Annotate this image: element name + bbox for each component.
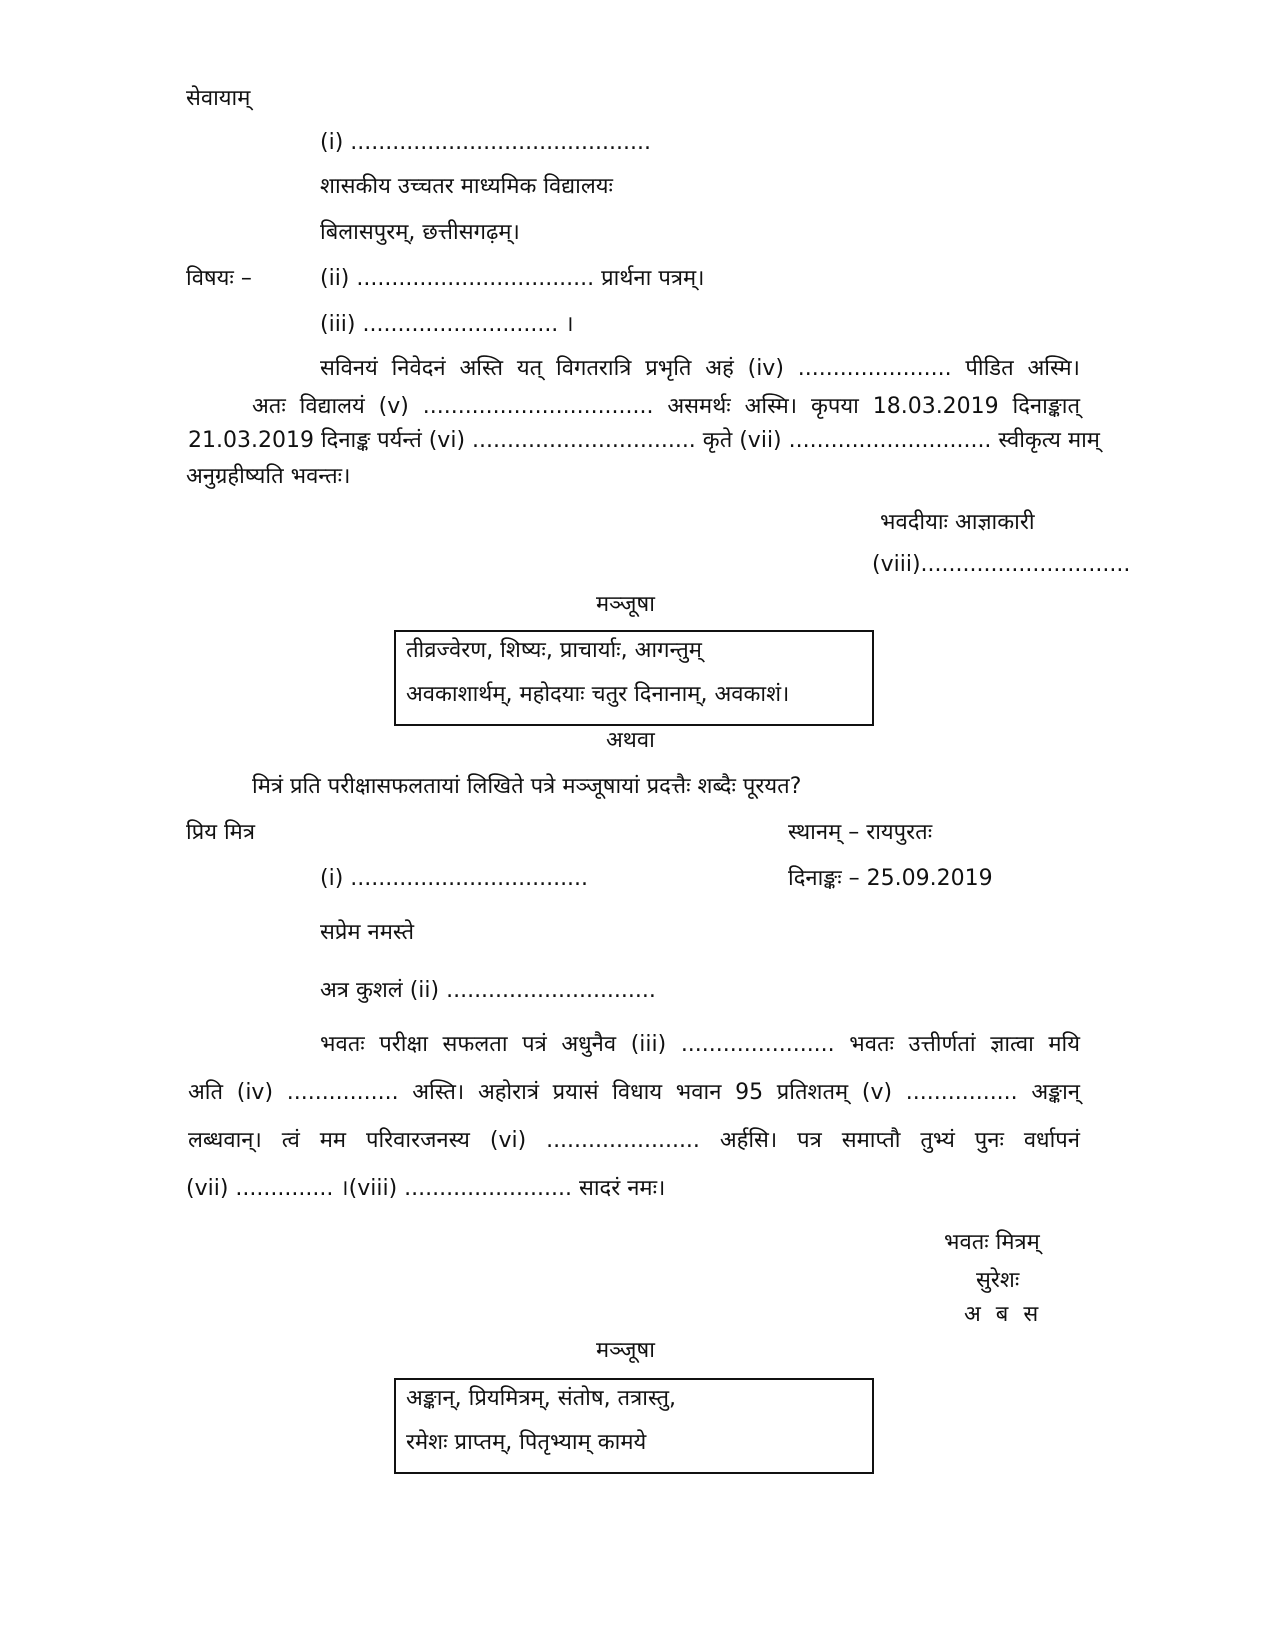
word-box-2: [394, 1378, 874, 1474]
letter2-name: सुरेशः: [976, 1268, 1020, 1293]
word-box-1: [394, 630, 874, 726]
letter1-body-line-3: 21.03.2019 दिनाङ्क पर्यन्तं (vi) ................................ कृते (vii) ............................. स्वीकृत्य माम्: [188, 428, 1100, 453]
letter2-closing: भवतः मित्रम्: [944, 1230, 1040, 1255]
subject-label: विषयः –: [186, 266, 252, 291]
word-box-2-line-1: अङ्कान्, प्रियमित्रम्, संतोष, तत्रास्तु,: [406, 1386, 677, 1411]
letter1-body-line-4: अनुग्रहीष्यति भवन्तः।: [186, 464, 351, 489]
word-box-1-line-1: तीव्रज्वेरण, शिष्यः, प्राचार्याः, आगन्तुम्: [406, 638, 702, 663]
word-box-title-1: मञ्जूषा: [596, 592, 655, 617]
letter2-abs: अ ब स: [964, 1302, 1043, 1327]
letter2-date: दिनाङ्कः – 25.09.2019: [788, 866, 993, 891]
letter1-body-line-1: सविनयं निवेदनं अस्ति यत् विगतरात्रि प्रभृति अहं (iv) ...................... पीडित अस्मि।: [320, 356, 1080, 381]
address-blank-i: (i) ...........................................: [320, 130, 651, 155]
separator-athava: अथवा: [606, 728, 655, 753]
word-box-2-line-2: रमेशः प्राप्तम्, पितृभ्याम् कामये: [406, 1430, 647, 1455]
letter1-body-line-2: अतः विद्यालयं (v) ................................. असमर्थः अस्मि। कृपया 18.03.2019 दिनाङ्कात्: [252, 394, 1080, 419]
letter2-body-line-3: लब्धवान्। त्वं मम परिवारजनस्य (vi) ...................... अर्हसि। पत्र समाप्तौ तुभ्यं पुनः वर्धापनं: [188, 1128, 1080, 1153]
letter2-namaste: सप्रेम नमस्ते: [320, 920, 415, 945]
subject-line-ii: (ii) .................................. प्रार्थना पत्रम्।: [320, 266, 705, 291]
word-box-title-2: मञ्जूषा: [596, 1338, 655, 1363]
letter2-blank-i: (i) ..................................: [320, 866, 589, 891]
letter1-signature-blank: (viii)..............................: [872, 552, 1131, 577]
letter1-closing: भवदीयाः आज्ञाकारी: [880, 510, 1035, 535]
subject-line-iii: (iii) ............................ ।: [320, 312, 574, 337]
word-box-1-line-2: अवकाशार्थम्, महोदयाः चतुर दिनानाम्, अवकाशं।: [406, 682, 790, 707]
address-line-school: शासकीय उच्चतर माध्यमिक विद्यालयः: [320, 174, 613, 199]
salutation: सेवायाम्: [186, 86, 251, 111]
letter2-body-line-4: (vii) .............. ।(viii) ........................ सादरं नमः।: [186, 1176, 666, 1201]
letter2-kushal: अत्र कुशलं (ii) ..............................: [320, 978, 656, 1003]
letter2-question: मित्रं प्रति परीक्षासफलतायां लिखिते पत्रे मञ्जूषायां प्रदत्तैः शब्दैः पूरयत?: [252, 774, 802, 799]
letter2-place: स्थानम् – रायपुरतः: [788, 820, 933, 845]
address-line-city: बिलासपुरम्, छत्तीसगढ़म्।: [320, 220, 520, 245]
letter2-body-line-2: अति (iv) ................ अस्ति। अहोरात्रं प्रयासं विधाय भवान 95 प्रतिशतम् (v) ................ अङ्कान्: [188, 1080, 1080, 1105]
letter2-greeting: प्रिय मित्र: [186, 820, 255, 845]
letter2-body-line-1: भवतः परीक्षा सफलता पत्रं अधुनैव (iii) ...................... भवतः उत्तीर्णतां ज्ञात्वा मयि: [320, 1032, 1080, 1057]
